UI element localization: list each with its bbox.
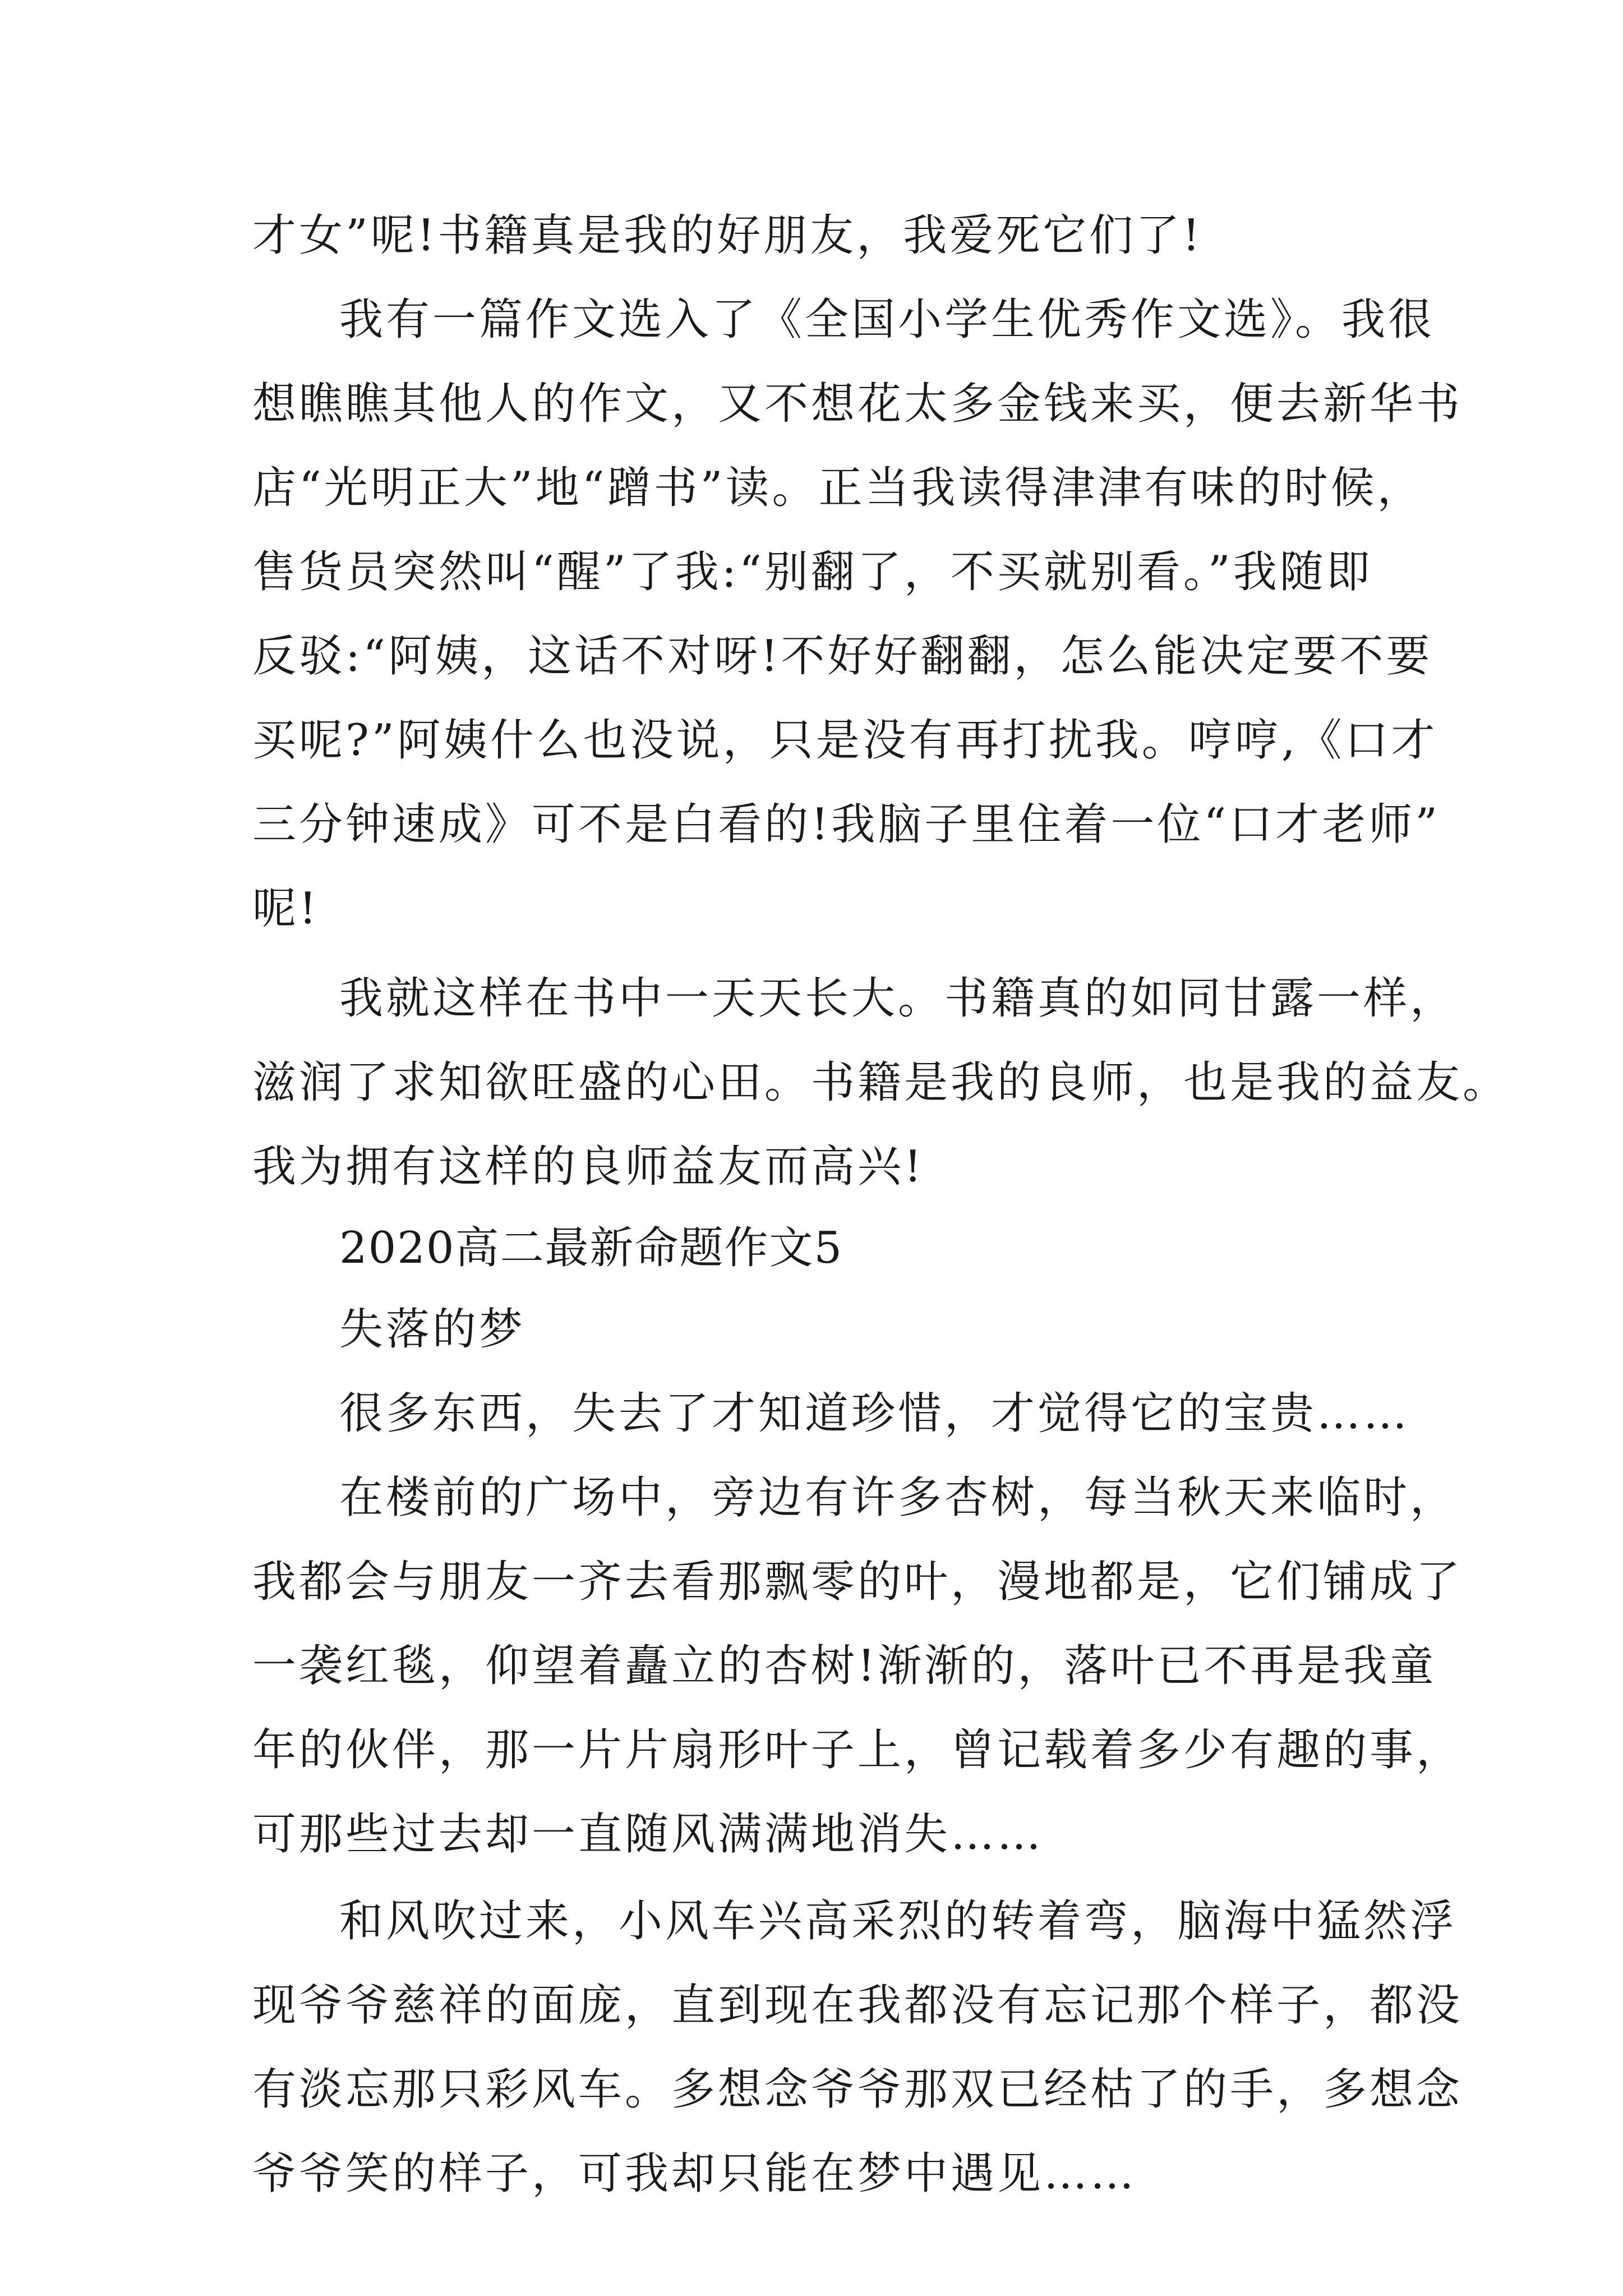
text-line: 和风吹过来，小风车兴高采烈的转着弯，脑海中猛然浮 bbox=[339, 1896, 1457, 1947]
text-line: 很多东西，失去了才知道珍惜，才觉得它的宝贵…… bbox=[339, 1388, 1410, 1439]
text-line: 年的伙伴，那一片片扇形叶子上，曾记载着多少有趣的事， bbox=[252, 1725, 1463, 1775]
text-line: 滋润了求知欲旺盛的心田。书籍是我的良师，也是我的益友。 bbox=[252, 1057, 1510, 1108]
essay-title: 失落的梦 bbox=[339, 1304, 526, 1355]
text-line: 我有一篇作文选入了《全国小学生优秀作文选》。我很 bbox=[339, 295, 1435, 345]
text-line: 我就这样在书中一天天长大。书籍真的如同甘露一样， bbox=[339, 973, 1457, 1024]
text-line: 现爷爷慈祥的面庞，直到现在我都没有忘记那个样子，都没 bbox=[252, 1980, 1463, 2031]
text-line: 我都会与朋友一齐去看那飘零的叶，漫地都是，它们铺成了 bbox=[252, 1557, 1463, 1607]
text-line: 想瞧瞧其他人的作文，又不想花太多金钱来买，便去新华书 bbox=[252, 379, 1463, 429]
text-line: 售货员突然叫“醒”了我:“别翻了，不买就别看。”我随即 bbox=[252, 547, 1373, 597]
text-line: 买呢?”阿姨什么也没说，只是没有再打扰我。哼哼,《口才 bbox=[252, 715, 1438, 766]
text-line: 反驳:“阿姨，这话不对呀!不好好翻翻，怎么能决定要不要 bbox=[252, 631, 1433, 682]
text-line: 可那些过去却一直随风满满地消失…… bbox=[252, 1809, 1044, 1860]
text-line: 爷爷笑的样子，可我却只能在梦中遇见…… bbox=[252, 2148, 1137, 2199]
section-heading: 2020高二最新命题作文5 bbox=[339, 1223, 843, 1273]
text-line: 呢! bbox=[252, 884, 320, 934]
text-line: 店“光明正大”地“蹭书”读。正当我读得津津有味的时候， bbox=[252, 463, 1424, 513]
text-line: 在楼前的广场中，旁边有许多杏树，每当秋天来临时， bbox=[339, 1473, 1457, 1523]
text-line: 三分钟速成》可不是白看的!我脑子里住着一位“口才老师” bbox=[252, 799, 1441, 850]
text-line: 我为拥有这样的良师益友而高兴! bbox=[252, 1142, 925, 1192]
text-line: 才女”呢!书籍真是我的好朋友，我爱死它们了! bbox=[252, 210, 1203, 261]
text-line: 一袭红毯，仰望着矗立的杏树!渐渐的，落叶已不再是我童 bbox=[252, 1641, 1437, 1691]
text-line: 有淡忘那只彩风车。多想念爷爷那双已经枯了的手，多想念 bbox=[252, 2064, 1463, 2115]
